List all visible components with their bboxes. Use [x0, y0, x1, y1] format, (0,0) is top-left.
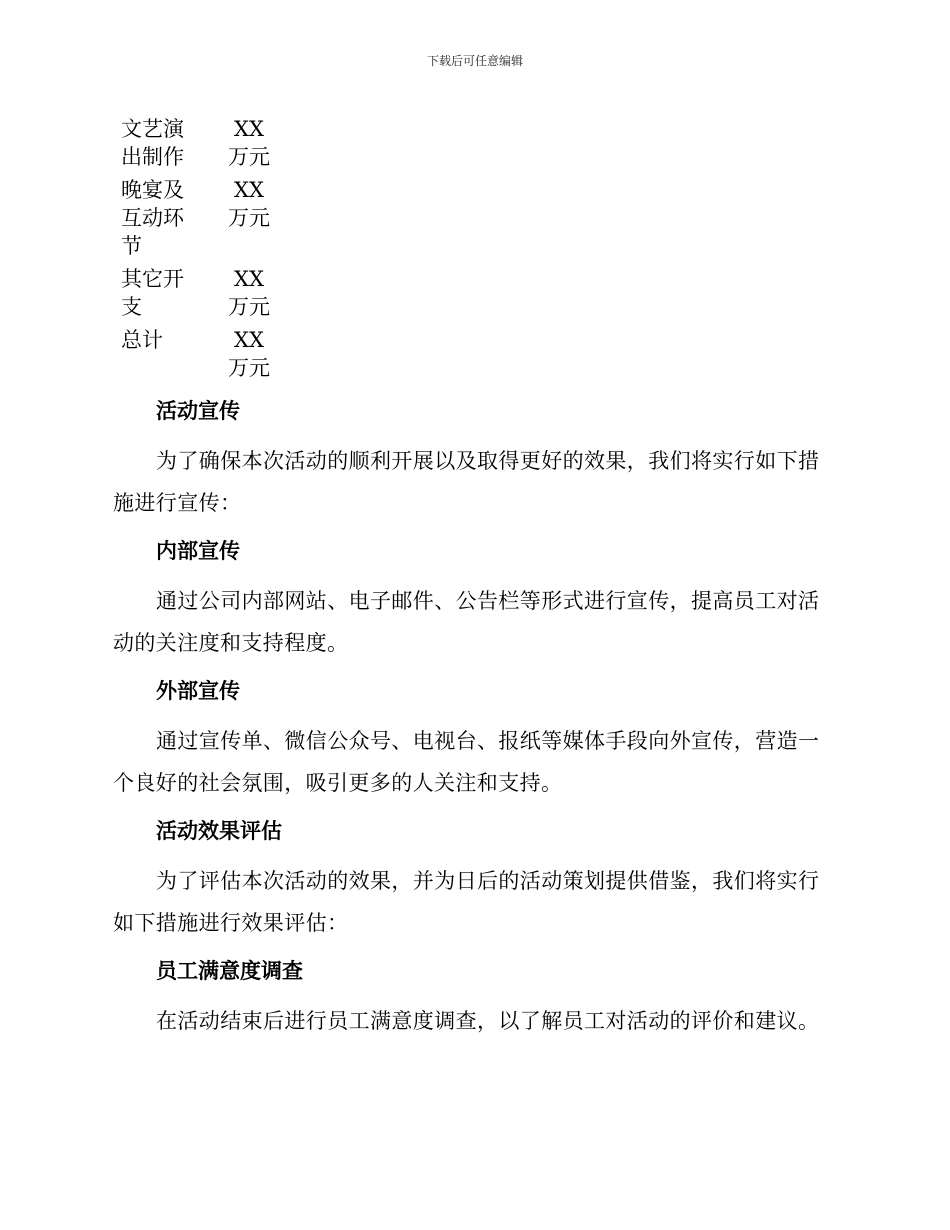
budget-row	[121, 115, 321, 171]
budget-item: 其它开支	[121, 267, 184, 319]
section-heading: 活动效果评估	[156, 818, 282, 843]
budget-row	[121, 176, 321, 260]
budget-row	[121, 326, 321, 382]
section-paragraph: 通过宣传单、微信公众号、电视台、报纸等媒体手段向外宣传，营造一个良好的社会氛围，吸引更多的人关注和支持。	[113, 729, 820, 795]
budget-amount: XX万元	[228, 328, 270, 380]
budget-amount: XX万元	[228, 178, 270, 230]
section-heading: 活动宣传	[156, 398, 240, 423]
page-header: 下载后可任意编辑	[426, 54, 523, 68]
section-heading: 员工满意度调查	[156, 958, 303, 983]
section-heading: 外部宣传	[156, 678, 240, 703]
section-heading: 内部宣传	[156, 538, 240, 563]
budget-table	[121, 115, 321, 387]
section-paragraph: 为了评估本次活动的效果，并为日后的活动策划提供借鉴，我们将实行如下措施进行效果评估：	[113, 869, 820, 935]
budget-item: 晚宴及互动环节	[121, 178, 184, 258]
section-paragraph: 在活动结束后进行员工满意度调查，以了解员工对活动的评价和建议。	[156, 1009, 820, 1033]
section-paragraph: 为了确保本次活动的顺利开展以及取得更好的效果，我们将实行如下措施进行宣传：	[113, 449, 820, 515]
budget-item: 文艺演出制作	[121, 117, 184, 169]
budget-row	[121, 265, 321, 321]
document-body	[113, 396, 833, 1054]
budget-item: 总计	[121, 328, 163, 352]
budget-amount: XX万元	[228, 267, 270, 319]
section-paragraph: 通过公司内部网站、电子邮件、公告栏等形式进行宣传，提高员工对活动的关注度和支持程度。	[113, 589, 820, 655]
budget-amount: XX万元	[228, 117, 270, 169]
